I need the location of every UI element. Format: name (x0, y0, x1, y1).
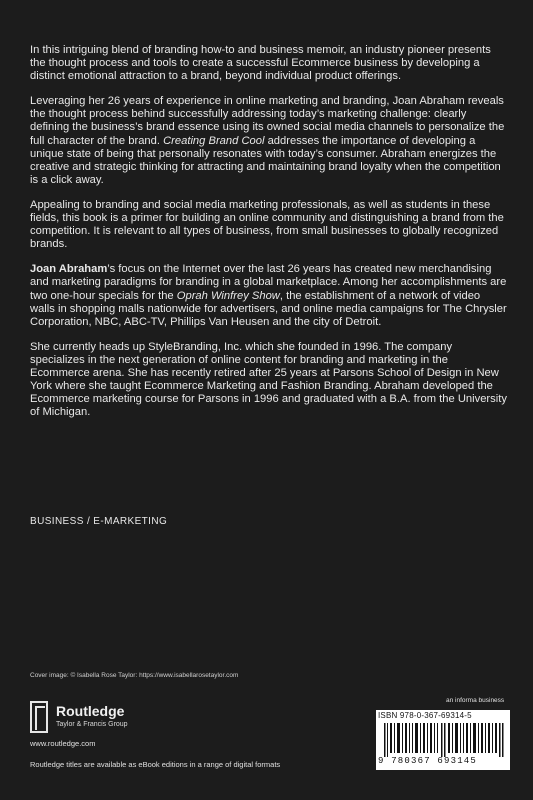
routledge-logo-icon (30, 701, 48, 733)
blurb-paragraph-1: In this intriguing blend of branding how-to and business memoir, an industry pioneer presents the thought process and tools to create a successful Ecommerce business by developing a distinct emotional attraction to a brand, beyond individual product offerings. (30, 44, 491, 83)
book-title: Creating Brand Cool (163, 134, 265, 147)
blurb-paragraph-3: Appealing to branding and social media marketing professionals, as well as students in these fields, this book is a primer for building an online community and distinguishing a brand from the competition. It is relevant to all types of business, from small businesses to globally recognized brands. (30, 198, 504, 251)
publisher-website: www.routledge.com (30, 739, 96, 748)
publisher-logo (30, 699, 200, 739)
bio-text: ’s focus on the Internet over the last 26 years has created new merchandising and marketing paradigms for branding in a global marketplace. Among her accomplishments are two one-hour specials for the (30, 263, 507, 302)
author-bio-paragraph-2: She currently heads up StyleBranding, Inc. which she founded in 1996. The company specializes in the next generation of online content for branding and marketing in the Ecommerce arena. She has recently retired after 25 years at Parsons School of Design in New York where she taught Ecommerce Marketing and Fashion Branding. Abraham developed the Ecommerce marketing course for Parsons in 1996 and graduated with a B.A. from the University of Michigan. (30, 340, 507, 419)
isbn-label: ISBN 978-0-367-69314-5 (378, 711, 472, 720)
show-title: Oprah Winfrey Show (176, 289, 280, 302)
cover-image-credit: Cover image: © Isabella Rose Taylor: https://www.isabellarosetaylor.com (30, 672, 239, 679)
blurb-paragraph-2 (30, 95, 508, 187)
blurb-text: addresses the importance of developing a unique state of being that personally resonates with today’s consumer. Abraham energizes the creative and strategic thinking for attracting and maintaining brand loyalty when the competition is a click away. (30, 134, 501, 186)
author-name: Joan Abraham (30, 263, 108, 276)
barcode-icon (384, 723, 504, 757)
informa-label: an informa business (446, 697, 505, 704)
blurb (30, 44, 508, 431)
publisher-name: Routledge (56, 703, 125, 719)
barcode-number: 9 780367 693145 (378, 756, 478, 766)
bio-text: , the establishment of a network of video walls in shopping malls nationwide for advertisers, and online media campaigns for The Chrysler Corporation, NBC, ABC-TV, Phillips Van Heusen and the city of Detroit. (30, 289, 507, 328)
subject-category: BUSINESS / E-MARKETING (30, 516, 168, 527)
blurb-text: Leveraging her 26 years of experience in online marketing and branding, Joan Abraham reveals the thought process behind successfully addressing today’s marketing challenge: clearly defining the business’s brand essence using its owned social media channels to personalize the full character of the brand. (30, 95, 505, 147)
publisher-group: Taylor & Francis Group (56, 721, 128, 728)
barcode-panel (376, 710, 510, 770)
ebook-note: Routledge titles are available as eBook editions in a range of digital formats (30, 760, 281, 769)
author-bio-paragraph-1 (30, 263, 508, 328)
